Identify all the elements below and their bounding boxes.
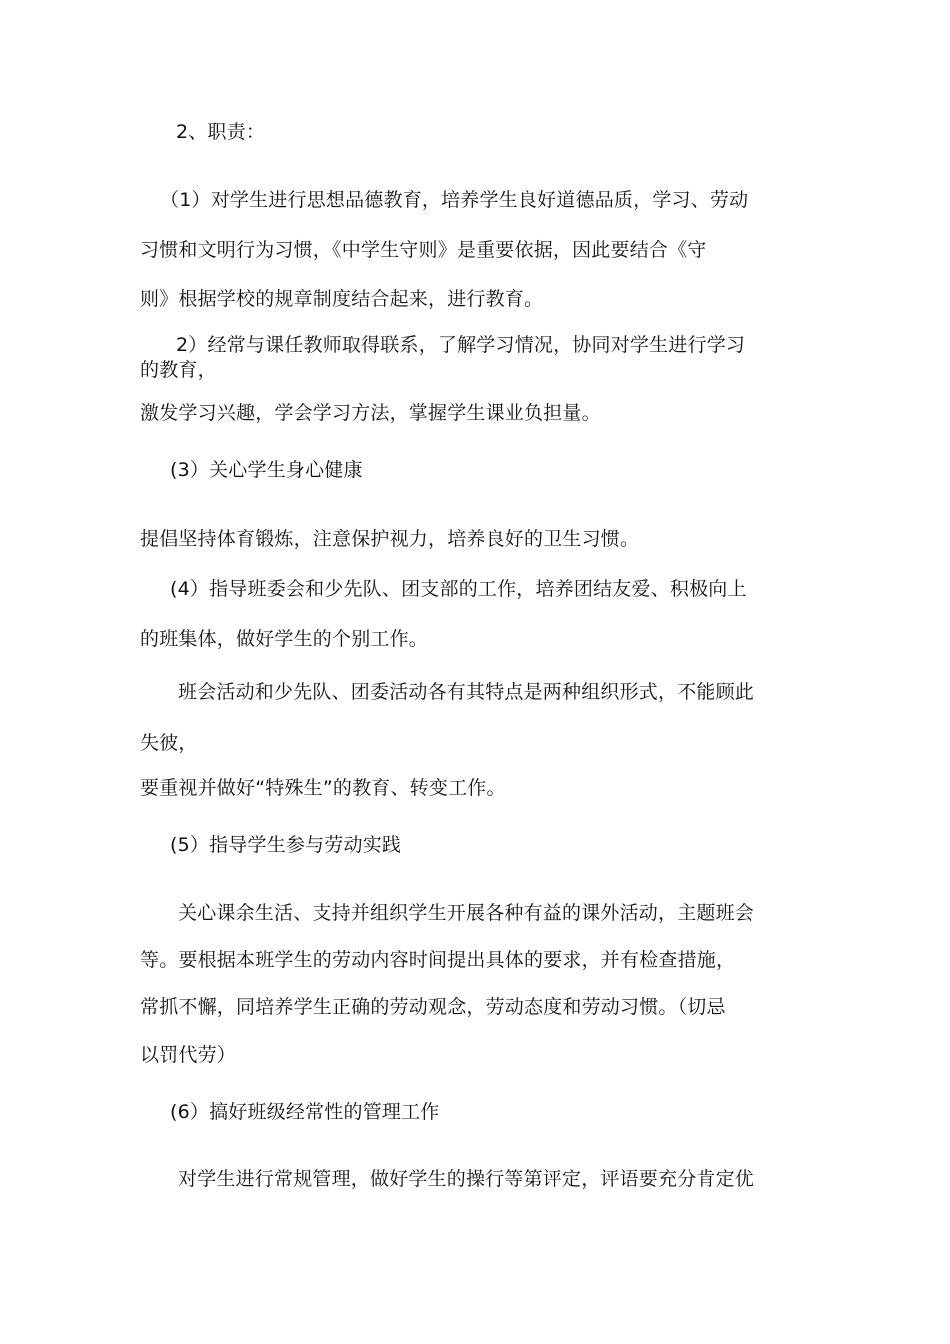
section-heading-duties: 2、职责：: [176, 121, 266, 143]
paragraph-line: 提倡坚持体育锻炼，注意保护视力，培养良好的卫生习惯。: [140, 528, 640, 550]
item-heading: (5）指导学生参与劳动实践: [170, 834, 402, 856]
paragraph-line: 常抓不懈，同培养学生正确的劳动观念，劳动态度和劳动习惯。（切忌: [140, 996, 726, 1018]
paragraph-line: 2）经常与课任教师取得联系，了解学习情况，协同对学生进行学习: [176, 334, 746, 356]
paragraph-line: 失彼，: [140, 732, 198, 754]
item-heading: (3）关心学生身心健康: [170, 459, 363, 481]
paragraph-line: 关心课余生活、支持并组织学生开展各种有益的课外活动，主题班会: [178, 902, 755, 924]
item-heading: (6）搞好班级经常性的管理工作: [170, 1101, 440, 1123]
paragraph-line: 要重视并做好“特殊生”的教育、转变工作。: [140, 777, 506, 799]
paragraph-line: (4）指导班委会和少先队、团支部的工作，培养团结友爱、积极向上: [170, 578, 747, 600]
paragraph-line: 激发学习兴趣，学会学习方法，掌握学生课业负担量。: [140, 402, 601, 424]
paragraph-line: 的班集体，做好学生的个别工作。: [140, 628, 429, 650]
paragraph-line: 则》根据学校的规章制度结合起来，进行教育。: [140, 288, 544, 310]
paragraph-line: 等。要根据本班学生的劳动内容时间提出具体的要求，并有检查措施，: [140, 949, 736, 971]
paragraph-line: （1）对学生进行思想品德教育，培养学生良好道德品质，学习、劳动: [160, 189, 749, 211]
paragraph-line: 班会活动和少先队、团委活动各有其特点是两种组织形式，不能顾此: [178, 681, 755, 703]
paragraph-line: 以罚代劳）: [140, 1044, 237, 1066]
paragraph-line: 对学生进行常规管理，做好学生的操行等第评定，评语要充分肯定优: [178, 1168, 755, 1190]
paragraph-line: 习惯和文明行为习惯，《中学生守则》是重要依据，因此要结合《守: [140, 239, 707, 261]
paragraph-line: 的教育，: [140, 359, 217, 381]
